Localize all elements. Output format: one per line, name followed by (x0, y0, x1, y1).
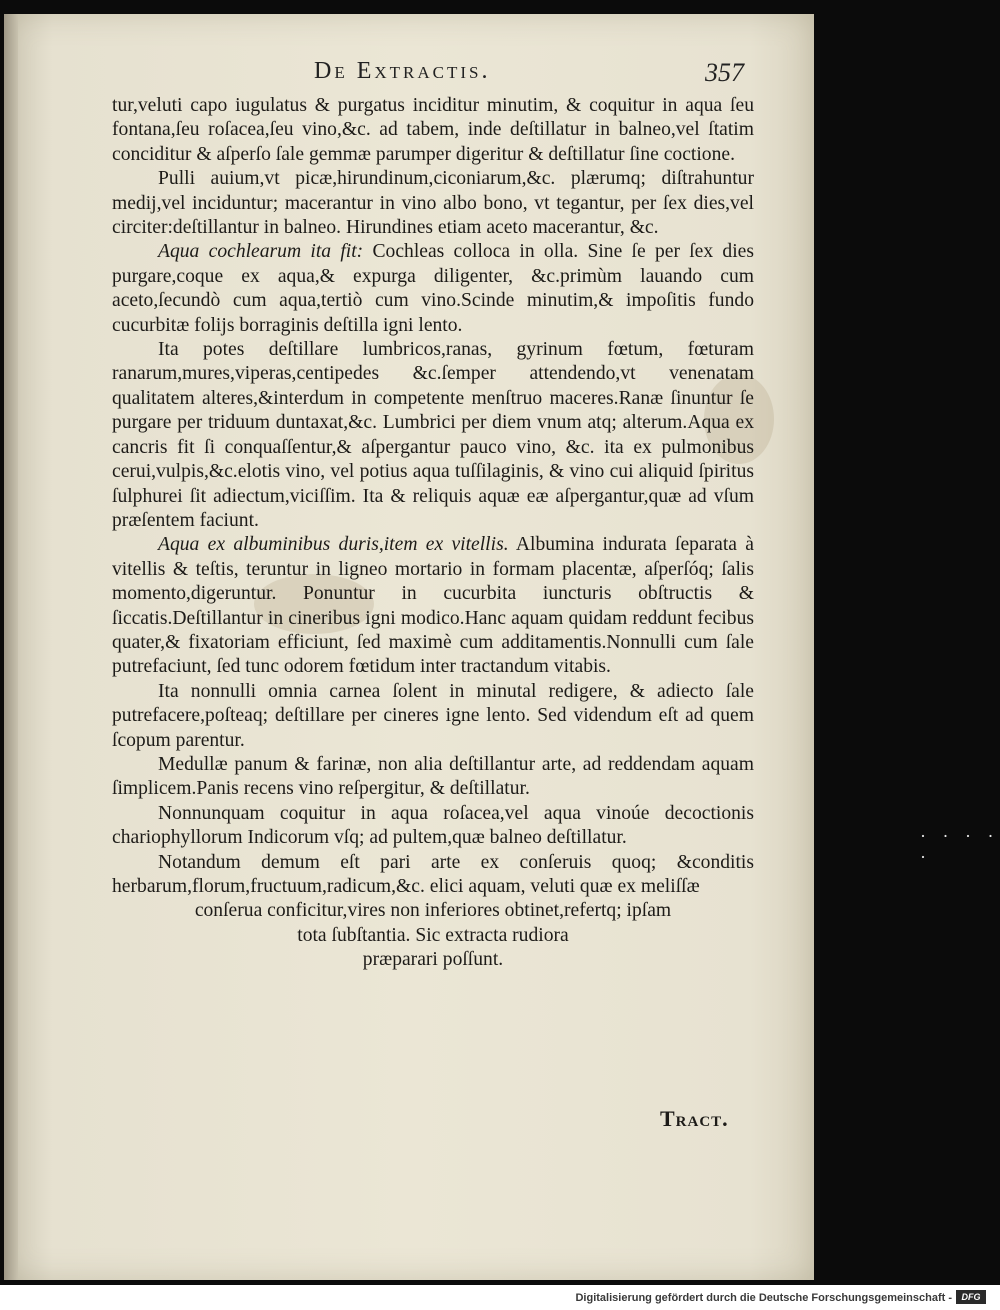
section-heading: Aqua cochlearum ita fit: (158, 241, 364, 263)
dfg-logo: DFG (956, 1290, 986, 1304)
paragraph-1: tur,veluti capo iugulatus & purgatus inciditur minutim, & coquitur in aqua ſeu fontana,ſeu roſacea,ſeu vino,&c. ad tabem, inde deſtillatur in balneo,vel ſtatim conciditur & aſperſo ſale gemmæ parumper digeritur & deſtillatur ſine coctione. (112, 95, 754, 165)
taper-line: conſerua conficitur,vires non inferiores obtinet,refertq; ipſam (194, 900, 672, 922)
funding-credit: Digitalisierung gefördert durch die Deutsche Forschungsgemeinschaft - (575, 1292, 952, 1304)
body-text (112, 94, 754, 973)
paragraph-6: Ita nonnulli omnia carnea ſolent in minutal redigere, & adiecto ſale putrefacere,poſteaq; deſtillare per cineres igne lento. Sed videndum eſt ad quem ſcopum parentur. (112, 680, 754, 751)
paragraph-8: Nonnunquam coquitur in aqua roſacea,vel aqua vinoúe decoctionis chariophyllorum Indicorum vſq; ad pultem,quæ balneo deſtillatur. (112, 802, 754, 849)
page-binding-edge (4, 14, 18, 1280)
paragraph-5: Aqua ex albuminibus duris,item ex vitellis. Albumina indurata ſeparata à vitellis & teſtis, teruntur in ligneo mortario in formam placentæ, aſperſóq; ſalis momento,digeruntur. Ponuntur in cucurbita iuncturis obſtructis & ſiccatis.Deſtillantur in cineribus igni modico.Hanc aquam quidam reddunt fecibus quater,& fixatoriam efficiunt, ſed maximè cum additamentis.Nonnulli cum ſale putrefaciunt, ſed tunc odorem fœtidum inter tractandum vitabis. (112, 534, 755, 678)
paragraph-4: Ita potes deſtillare lumbricos,ranas, gyrinum fœtum, fœturam ranarum,mures,viperas,centipedes &c.ſemper attendendo,vt venenatam qualitatem alteres,&interdum in competente menſtruo maceres.Ranæ ſinuntur ſe purgare per triduum duntaxat,&c. Lumbrici per diem vnum atq; alterum.Aqua ex cancris fit ſi conquaſſentur,& aſpergantur pauco vino, &c. ita ex pulmonibus cerui,vulpis,&c.elotis vino, vel potius aqua tuſſilaginis, & vino cui aliquid ſpiritus ſulphurei ſit adiectum,viciſſim. Ita & reliquis aquæ eæ aſpergantur,quæ ad vſum præſentem faciunt. (112, 339, 754, 531)
paragraph-3: Aqua cochlearum ita fit: Cochleas colloca in olla. Sine ſe per ſex dies purgare,coque ex aqua,& expurga diligenter, &c.primùm lauando cum aceto,ſecundò cum aqua,tertiò cum vino.Scinde minutim,& impoſitis fundo cucurbitæ folijs borraginis deſtilla igni lento. (112, 241, 754, 336)
page-number: 357 (705, 58, 744, 87)
footer-bar (0, 1285, 1000, 1310)
section-heading: Aqua ex albuminibus duris,item ex vitellis. (158, 534, 509, 556)
paragraph-2: Pulli auium,vt picæ,hirundinum,ciconiarum,&c. plærumq; diſtrahuntur medij,vel inciduntur; macerantur in vino albo bono, vt tegantur, per ſex dies,vel circiter:deſtillantur in balneo. Hirundines etiam aceto macerantur, &c. (112, 168, 754, 239)
book-page (4, 14, 814, 1280)
page-header (114, 54, 754, 94)
catchword: Tract. (660, 1106, 729, 1131)
taper-line: tota ſubſtantia. Sic extracta rudiora (297, 924, 569, 946)
taper-line: præparari poſſunt. (362, 949, 504, 971)
running-title: De Extractis. (314, 58, 491, 84)
tapered-ending (112, 899, 754, 972)
scan-edge-marks: · · · · · (920, 826, 1000, 867)
paragraph-9: Notandum demum eſt pari arte ex conſeruis quoq; &conditis herbarum,florum,fructuum,radicum,&c. elici aquam, veluti quæ ex meliſſæ (112, 851, 754, 897)
paragraph-7: Medullæ panum & farinæ, non alia deſtillantur arte, ad reddendam aquam ſimplicem.Panis recens vino reſpergitur, & deſtillatur. (112, 753, 754, 800)
